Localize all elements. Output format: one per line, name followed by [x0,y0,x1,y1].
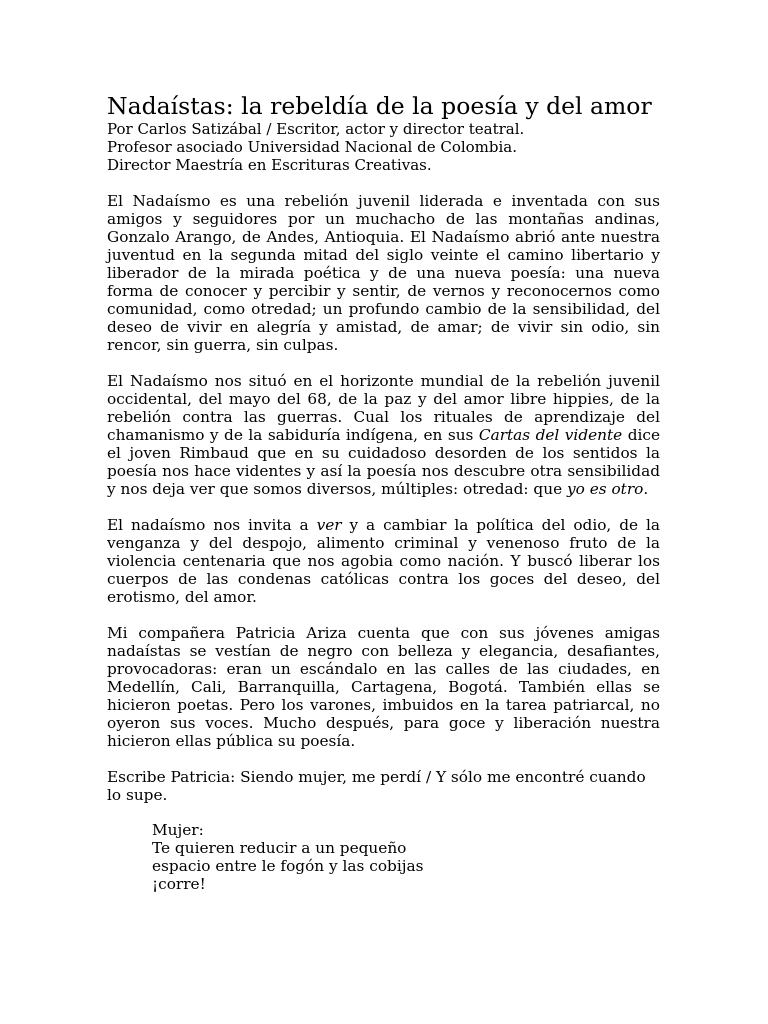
poem-line: ¡corre! [152,875,206,893]
byline-author: Por Carlos Satizábal / Escritor, actor y director teatral. [107,120,525,138]
paragraph-3 [107,516,660,606]
article [107,92,660,893]
paragraph-2-text-c: . [643,480,649,498]
poem [152,821,660,893]
paragraph-2 [107,372,660,498]
poem-line: espacio entre le fogón y las cobijas [152,857,424,875]
byline-role: Director Maestría en Escrituras Creativas. [107,156,432,174]
paragraph-3-text-a: El nadaísmo nos invita a [107,516,317,534]
byline-position: Profesor asociado Universidad Nacional de Colombia. [107,138,518,156]
paragraph-3-italic-a: ver [316,516,342,534]
paragraph-2-italic-a: Cartas del vidente [478,426,623,444]
paragraph-5: Escribe Patricia: Siendo mujer, me perdí / Y sólo me encontré cuando lo supe. [107,768,646,804]
poem-line: Mujer: [152,821,204,839]
paragraph-3-text-b: y a cambiar la política del odio, de la venganza y del despojo, alimento criminal y venenoso fruto de la violencia centenaria que nos agobia como nación. Y buscó liberar los cuerpos de las condenas católicas contra los goces del deseo, del erotismo, del amor. [107,516,660,606]
paragraph-2-text-b: dice el joven Rimbaud que en su cuidadoso desorden de los sentidos la poesía nos hace videntes y así la poesía nos descubre otra sensibilidad y nos deja ver que somos diversos, múltiples: otredad: que [107,426,661,498]
paragraph-4: Mi compañera Patricia Ariza cuenta que con sus jóvenes amigas nadaístas se vestían de negro con belleza y elegancia, desafiantes, provocadoras: eran un escándalo en las calles de las ciudades, en Medellín, Cali, Barranquilla, Cartagena, Bogotá. También ellas se hicieron poetas. Pero los varones, imbuidos en la tarea patriarcal, no oyeron sus voces. Mucho después, para goce y liberación nuestra hicieron ellas pública su poesía. [107,624,660,750]
poem-line: Te quieren reducir a un pequeño [152,839,407,857]
byline [107,120,660,174]
paragraph-1: El Nadaísmo es una rebelión juvenil liderada e inventada con sus amigos y seguidores por un muchacho de las montañas andinas, Gonzalo Arango, de Andes, Antioquia. El Nadaísmo abrió ante nuestra juventud en la segunda mitad del siglo veinte el camino libertario y liberador de la mirada poética y de una nueva poesía: una nueva forma de conocer y percibir y sentir, de vernos y reconocernos como comunidad, como otredad; un profundo cambio de la sensibilidad, del deseo de vivir en alegría y amistad, de amar; de vivir sin odio, sin rencor, sin guerra, sin culpas. [107,192,660,354]
paragraph-2-italic-b: yo es otro [566,480,644,498]
article-title: Nadaístas: la rebeldía de la poesía y del amor [107,92,652,120]
paragraph-2-text-a: El Nadaísmo nos situó en el horizonte mundial de la rebelión juvenil occidental, del mayo del 68, de la paz y del amor libre hippies, de la rebelión contra las guerras. Cual los rituales de aprendizaje del chamanismo y de la sabiduría indígena, en sus [107,372,660,444]
